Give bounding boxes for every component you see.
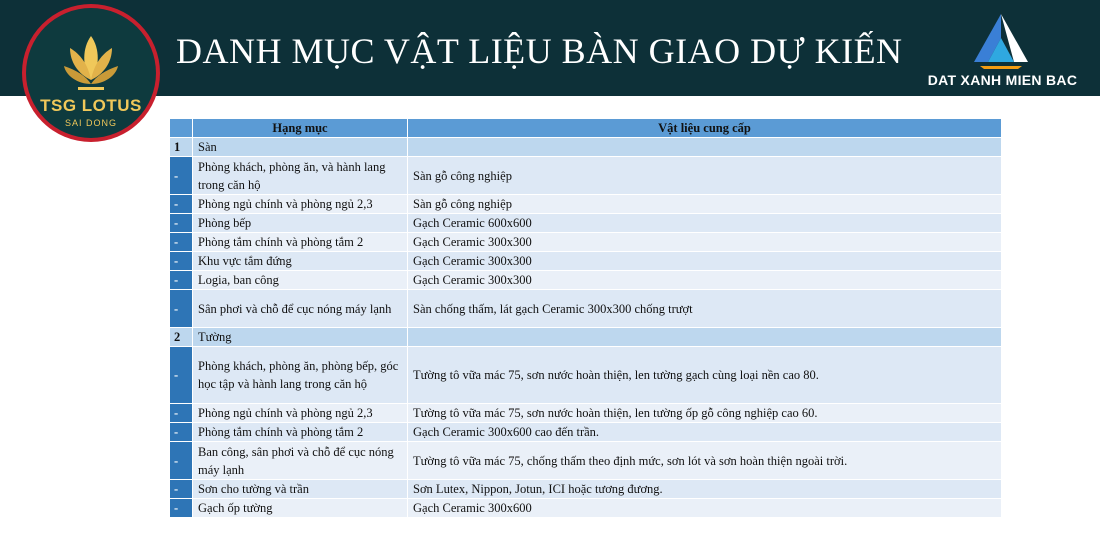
row-material: Gạch Ceramic 300x300 [408,252,1002,271]
table-row [170,290,1002,328]
row-item: Khu vực tắm đứng [193,252,408,271]
header-item: Hạng mục [193,119,408,138]
section-title: Sàn [193,138,408,157]
row-item: Phòng ngủ chính và phòng ngủ 2,3 [193,404,408,423]
row-material: Tường tô vữa mác 75, sơn nước hoàn thiện, len tường gạch cùng loại nền cao 80. [408,347,1002,404]
row-material: Sàn gỗ công nghiệp [408,195,1002,214]
header-bar [0,0,1100,96]
row-bullet: - [170,347,193,404]
row-material: Sàn gỗ công nghiệp [408,157,1002,195]
table-row [170,195,1002,214]
row-item: Phòng tắm chính và phòng tắm 2 [193,233,408,252]
row-bullet: - [170,233,193,252]
section-material [408,138,1002,157]
dat-xanh-mark-icon [970,12,1032,70]
section-material [408,328,1002,347]
row-material: Gạch Ceramic 300x300 [408,233,1002,252]
table-row [170,233,1002,252]
row-material: Gạch Ceramic 600x600 [408,214,1002,233]
row-bullet: - [170,271,193,290]
row-material: Gạch Ceramic 300x600 cao đến trần. [408,423,1002,442]
tsg-lotus-logo-subtitle: SAI DONG [64,118,117,128]
row-material: Sơn Lutex, Nippon, Jotun, ICI hoặc tương đương. [408,480,1002,499]
table-row [170,480,1002,499]
row-bullet: - [170,195,193,214]
header-index [170,119,193,138]
tsg-lotus-logo-text: TSG LOTUS [40,96,142,115]
materials-table [169,118,1002,518]
table-row [170,442,1002,480]
row-item: Phòng ngủ chính và phòng ngủ 2,3 [193,195,408,214]
row-material: Tường tô vữa mác 75, chống thấm theo định mức, sơn lót và sơn hoàn thiện ngoài trời. [408,442,1002,480]
table-row [170,157,1002,195]
row-bullet: - [170,214,193,233]
row-bullet: - [170,442,193,480]
section-row-wall [170,328,1002,347]
row-material: Gạch Ceramic 300x300 [408,271,1002,290]
row-item: Phòng khách, phòng ăn, phòng bếp, góc học tập và hành lang trong căn hộ [193,347,408,404]
table-row [170,271,1002,290]
row-item: Logia, ban công [193,271,408,290]
section-title: Tường [193,328,408,347]
row-item: Phòng khách, phòng ăn, và hành lang trong căn hộ [193,157,408,195]
table-row [170,499,1002,518]
table-header-row [170,119,1002,138]
row-item: Ban công, sân phơi và chỗ để cục nóng máy lạnh [193,442,408,480]
table-row [170,404,1002,423]
row-bullet: - [170,480,193,499]
tsg-lotus-logo [22,4,160,142]
row-material: Sàn chống thấm, lát gạch Ceramic 300x300 chống trượt [408,290,1002,328]
row-bullet: - [170,252,193,271]
row-bullet: - [170,290,193,328]
dat-xanh-logo [915,10,1090,90]
table-row [170,347,1002,404]
row-item: Sân phơi và chỗ để cục nóng máy lạnh [193,290,408,328]
section-index: 2 [170,328,193,347]
row-material: Gạch Ceramic 300x600 [408,499,1002,518]
row-item: Gạch ốp tường [193,499,408,518]
row-item: Sơn cho tường và trần [193,480,408,499]
row-bullet: - [170,499,193,518]
section-index: 1 [170,138,193,157]
dat-xanh-logo-text: DAT XANH MIEN BAC [927,72,1078,88]
header-material: Vật liệu cung cấp [408,119,1002,138]
row-bullet: - [170,157,193,195]
row-bullet: - [170,404,193,423]
row-item: Phòng tắm chính và phòng tắm 2 [193,423,408,442]
lotus-icon [64,32,118,92]
table-row [170,423,1002,442]
row-bullet: - [170,423,193,442]
row-item: Phòng bếp [193,214,408,233]
row-material: Tường tô vữa mác 75, sơn nước hoàn thiện, len tường ốp gỗ công nghiệp cao 60. [408,404,1002,423]
section-row-floor [170,138,1002,157]
table-row [170,214,1002,233]
page-title: DANH MỤC VẬT LIỆU BÀN GIAO DỰ KIẾN [176,31,903,71]
table-row [170,252,1002,271]
